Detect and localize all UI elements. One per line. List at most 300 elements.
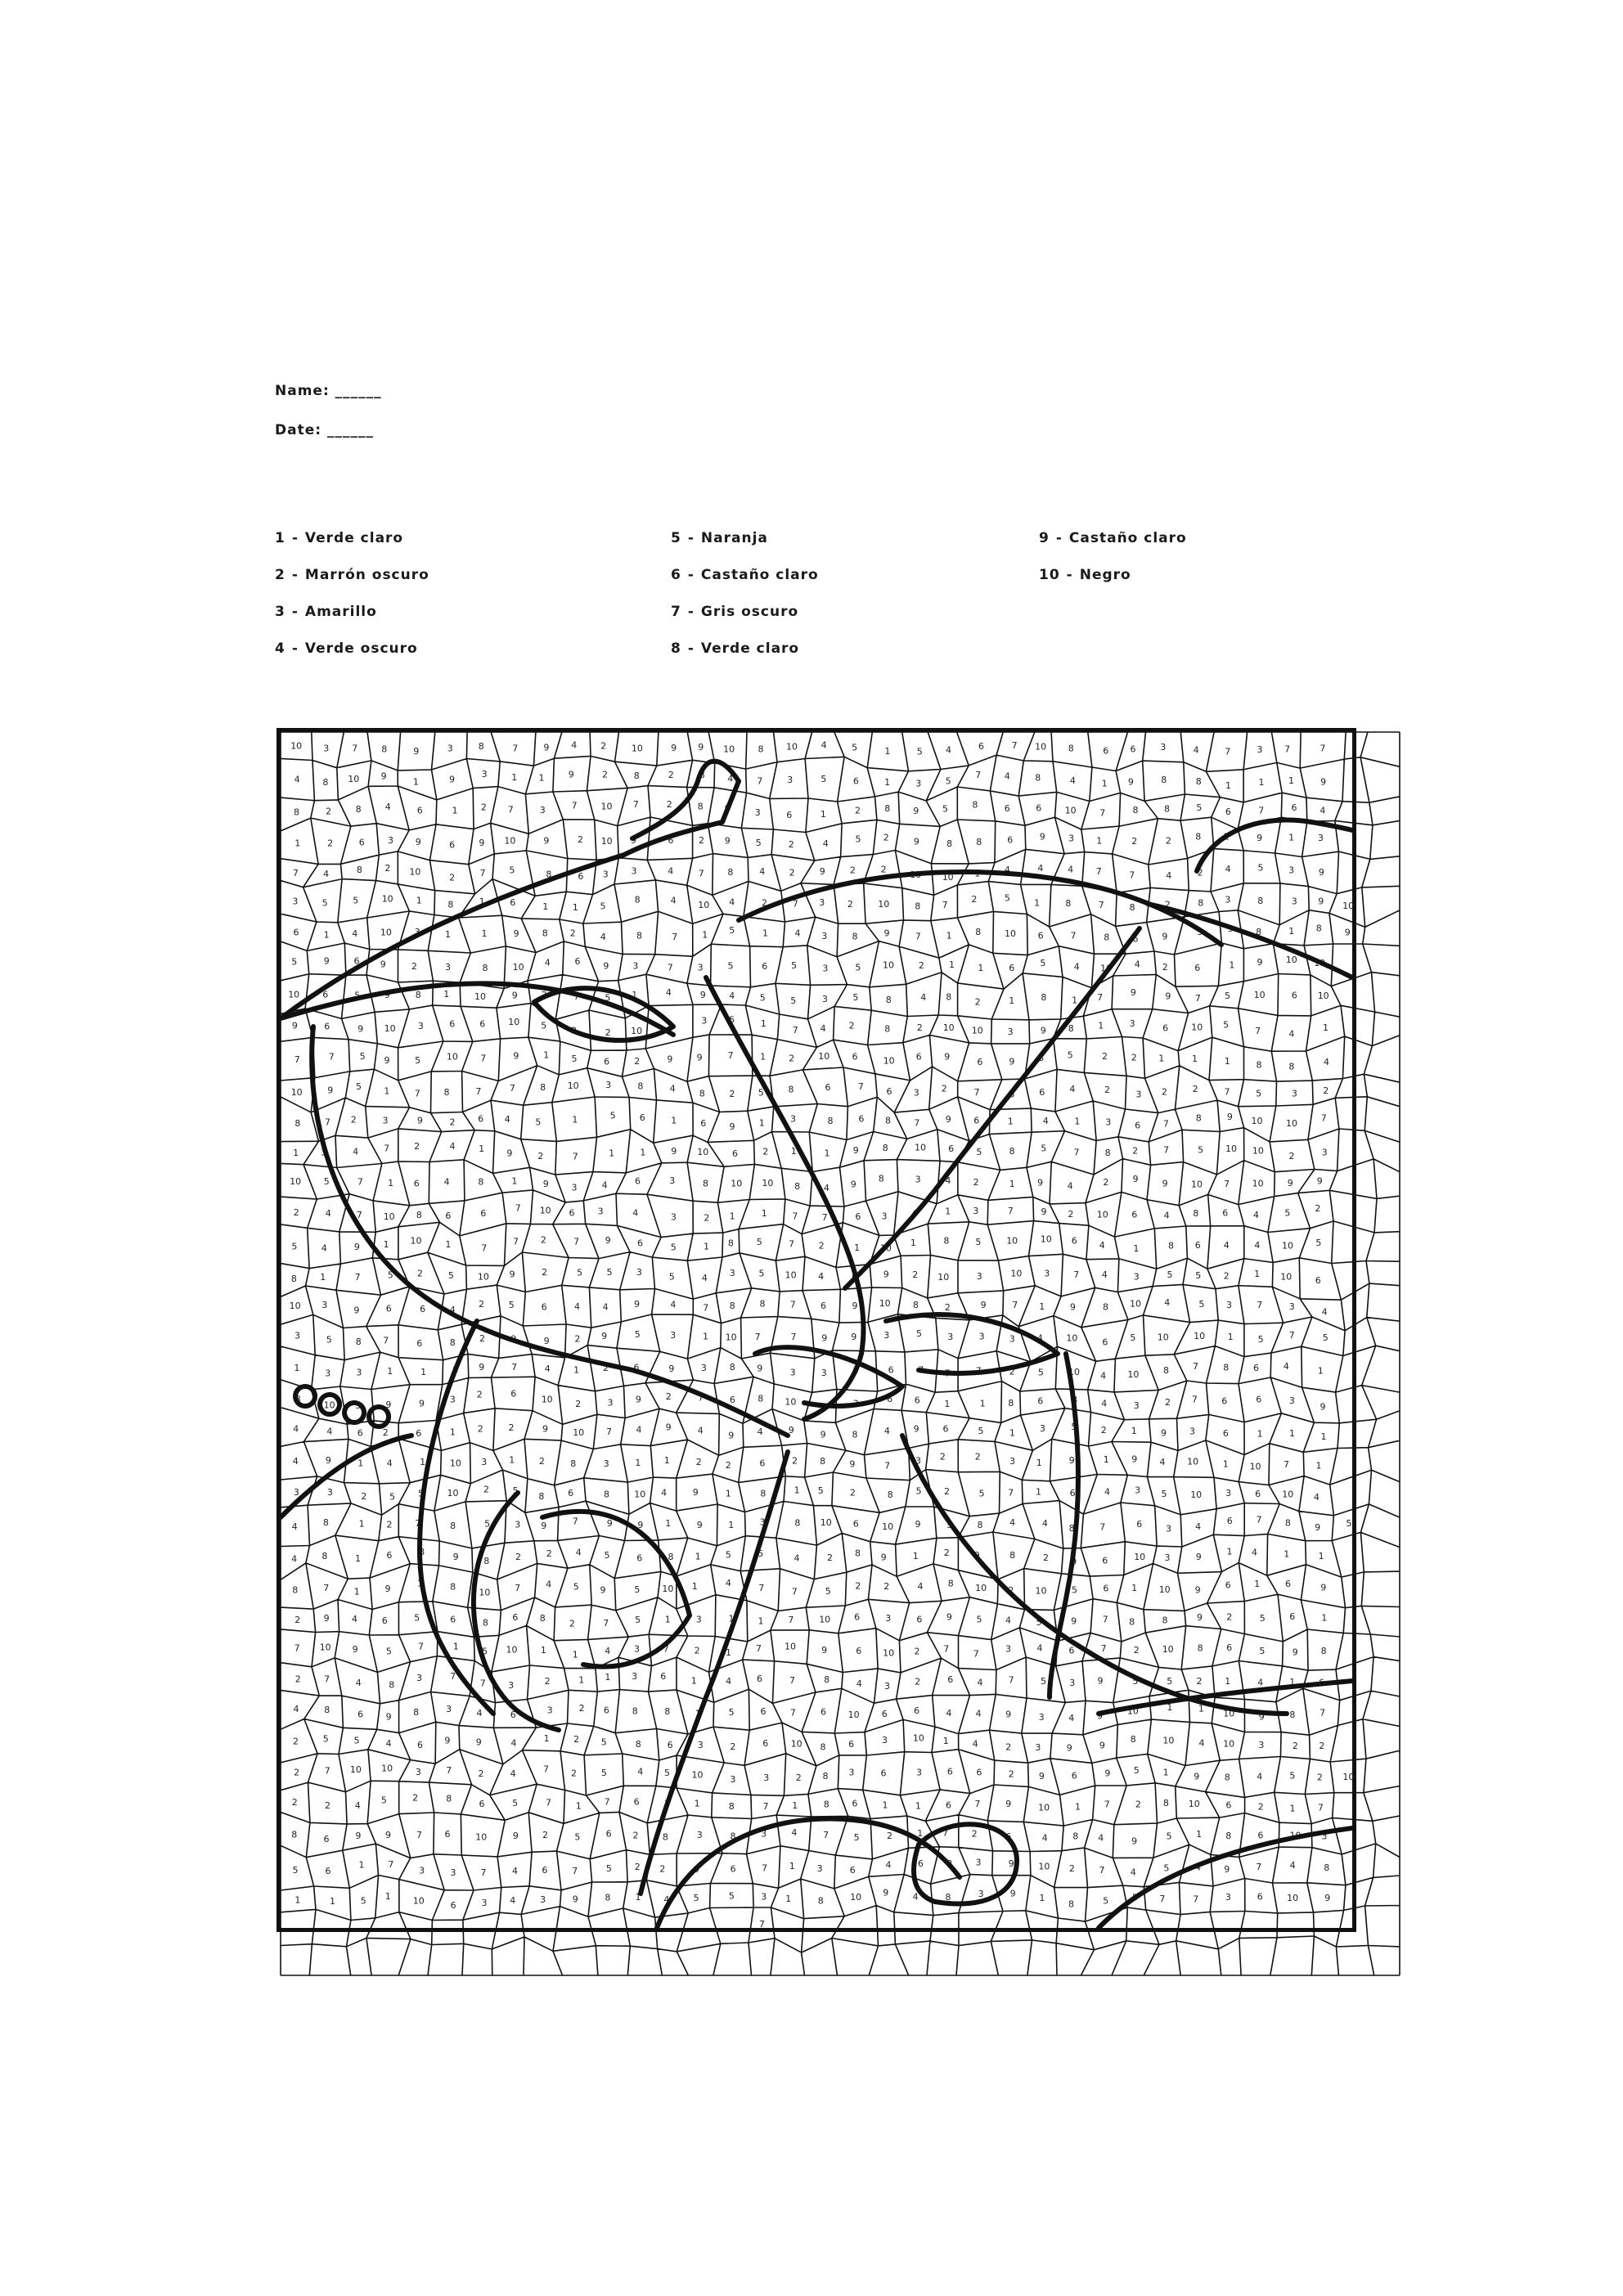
mosaic-cell-number: 1 bbox=[694, 1798, 700, 1809]
mosaic-cell-number: 9 bbox=[630, 835, 636, 847]
mosaic-cell-number: 9 bbox=[1037, 1177, 1043, 1188]
mosaic-cell-number: 7 bbox=[1098, 900, 1104, 911]
mosaic-cell-number: 1 bbox=[824, 1148, 830, 1159]
mosaic-cell-number: 10 bbox=[697, 1147, 709, 1157]
mosaic-cell-number: 7 bbox=[603, 1618, 609, 1629]
mosaic-cell-number: 1 bbox=[1039, 1301, 1045, 1312]
mosaic-cell-number: 5 bbox=[326, 1334, 332, 1346]
mosaic-cell-number: 8 bbox=[355, 804, 362, 815]
mosaic-cell-number: 8 bbox=[1068, 743, 1074, 754]
mosaic-cell-number: 9 bbox=[696, 1520, 703, 1530]
mosaic-cell-number: 7 bbox=[543, 1764, 549, 1775]
mosaic-cell-number: 8 bbox=[912, 1299, 919, 1310]
mosaic-cell-number: 4 bbox=[449, 1304, 456, 1315]
mosaic-cell-number: 9 bbox=[635, 1394, 641, 1405]
mosaic-cell-number: 5 bbox=[670, 1242, 677, 1253]
mosaic-cell-number: 7 bbox=[479, 1678, 486, 1689]
mosaic-cell-number: 6 bbox=[357, 1709, 364, 1720]
mosaic-cell-number: 2 bbox=[477, 1423, 483, 1435]
mosaic-cell-number: 6 bbox=[325, 1865, 331, 1876]
mosaic-cell-number: 1 bbox=[449, 1427, 456, 1438]
mosaic-cell-number: 5 bbox=[817, 1485, 824, 1496]
mosaic-cell-number: 3 bbox=[481, 1898, 488, 1908]
mosaic-cell-number: 3 bbox=[730, 1773, 736, 1785]
mosaic-cell-number: 9 bbox=[1320, 1582, 1327, 1593]
mosaic-cell-number: 2 bbox=[912, 1269, 919, 1280]
mosaic-cell-number: 3 bbox=[975, 1857, 982, 1868]
mosaic-cell-number: 5 bbox=[508, 1300, 515, 1311]
mosaic-cell-number: 4 bbox=[1101, 1398, 1108, 1409]
mosaic-cell-number: 9 bbox=[512, 1830, 519, 1841]
mosaic-cell-number: 7 bbox=[384, 1143, 390, 1154]
mosaic-cell-number: 7 bbox=[292, 867, 299, 878]
mosaic-cell-number: 5 bbox=[354, 990, 361, 1001]
mosaic-cell-number: 8 bbox=[1163, 1365, 1169, 1377]
mosaic-cell-number: 1 bbox=[1254, 1268, 1261, 1279]
mosaic-cell-number: 2 bbox=[1226, 1611, 1233, 1623]
mosaic-cell-number: 6 bbox=[946, 1766, 953, 1777]
mosaic-cell-number: 5 bbox=[292, 1865, 299, 1876]
mosaic-cell-number: 6 bbox=[449, 839, 456, 851]
mosaic-cell-number: 6 bbox=[542, 1865, 548, 1876]
mosaic-cell-number: 6 bbox=[1071, 1770, 1077, 1782]
mosaic-cell-number: 7 bbox=[1224, 1178, 1230, 1189]
mosaic-cell-number: 1 bbox=[703, 1331, 708, 1342]
mosaic-cell-number: 5 bbox=[915, 1485, 922, 1497]
mosaic-cell-number: 6 bbox=[1291, 802, 1297, 813]
mosaic-cell-number: 4 bbox=[571, 739, 578, 751]
mosaic-cell-number: 4 bbox=[1253, 1210, 1259, 1221]
mosaic-cell-number: 8 bbox=[730, 1831, 736, 1842]
mosaic-cell-number: 2 bbox=[411, 960, 417, 972]
mosaic-cell-number: 1 bbox=[540, 1645, 546, 1656]
mosaic-cell-number: 7 bbox=[792, 1025, 798, 1036]
mosaic-cell-number: 9 bbox=[542, 1179, 549, 1190]
legend-separator: - bbox=[1066, 567, 1073, 583]
mosaic-cell-number: 4 bbox=[544, 957, 551, 968]
mosaic-cell-number: 5 bbox=[728, 1890, 735, 1902]
mosaic-cell-number: 1 bbox=[542, 901, 549, 913]
mosaic-cell-number: 1 bbox=[412, 776, 419, 788]
mosaic-cell-number: 8 bbox=[483, 1556, 490, 1567]
mosaic-cell-number: 7 bbox=[758, 1583, 765, 1594]
mosaic-cell-number: 5 bbox=[1133, 1765, 1140, 1777]
legend-number: 9 bbox=[1039, 530, 1050, 546]
mosaic-cell-number: 9 bbox=[694, 1864, 699, 1875]
mosaic-cell-number: 10 bbox=[384, 1022, 396, 1034]
mosaic-cell-number: 1 bbox=[1101, 778, 1108, 789]
mosaic-cell-number: 3 bbox=[450, 1867, 456, 1879]
mosaic-cell-number: 3 bbox=[883, 1329, 890, 1341]
mosaic-cell-number: 3 bbox=[419, 1865, 425, 1876]
mosaic-cell-number: 3 bbox=[1225, 894, 1231, 905]
mosaic-cell-number: 1 bbox=[1289, 1676, 1296, 1687]
mosaic-cell-number: 7 bbox=[857, 1081, 864, 1092]
mosaic-cell-number: 5 bbox=[359, 1050, 366, 1062]
mosaic-cell-number: 3 bbox=[789, 1367, 796, 1378]
mosaic-cell-number: 1 bbox=[384, 1891, 391, 1903]
mosaic-cell-number: 4 bbox=[510, 1737, 517, 1749]
mosaic-cell-number: 2 bbox=[293, 1736, 299, 1747]
mosaic-cell-number: 2 bbox=[382, 1427, 389, 1438]
mosaic-cell-number: 10 bbox=[971, 1025, 983, 1036]
mosaic-cell-number: 10 bbox=[380, 927, 392, 938]
legend-color-name: Naranja bbox=[700, 530, 768, 546]
mosaic-cell-number: 1 bbox=[726, 1647, 731, 1659]
mosaic-cell-number: 8 bbox=[1224, 1772, 1230, 1783]
mosaic-cell-number: 6 bbox=[977, 1057, 983, 1068]
mosaic-cell-number: 10 bbox=[1035, 741, 1047, 753]
mosaic-cell-number: 3 bbox=[913, 1087, 919, 1099]
mosaic-cell-number: 8 bbox=[947, 1578, 954, 1589]
mosaic-cell-number: 7 bbox=[572, 1865, 578, 1876]
mosaic-cell-number: 8 bbox=[482, 962, 488, 973]
mosaic-cell-number: 8 bbox=[915, 901, 921, 912]
mosaic-cell-number: 4 bbox=[820, 739, 827, 751]
mosaic-cell-number: 5 bbox=[1067, 1049, 1073, 1061]
mosaic-cell-number: 2 bbox=[849, 865, 856, 876]
mosaic-cell-number: 1 bbox=[789, 1861, 795, 1872]
mosaic-cell-number: 8 bbox=[637, 1081, 644, 1092]
mosaic-cell-number: 6 bbox=[700, 1118, 707, 1130]
mosaic-cell-number: 5 bbox=[725, 1549, 731, 1561]
mosaic-cell-number: 7 bbox=[1320, 1112, 1327, 1124]
mosaic-cell-number: 5 bbox=[1041, 1143, 1047, 1154]
mosaic-cell-number: 8 bbox=[449, 1337, 456, 1348]
mosaic-cell-number: 8 bbox=[1315, 923, 1322, 934]
mosaic-cell-number: 1 bbox=[785, 1893, 792, 1904]
mosaic-cell-number: 2 bbox=[449, 872, 456, 883]
mosaic-cell-number: 10 bbox=[725, 1332, 737, 1343]
mosaic-cell-number: 8 bbox=[1324, 1862, 1330, 1873]
mosaic-cell-number: 10 bbox=[698, 899, 710, 910]
mosaic-cell-number: 4 bbox=[1163, 1210, 1170, 1221]
mosaic-cell-number: 4 bbox=[1036, 1642, 1043, 1654]
mosaic-cell-number: 1 bbox=[1229, 959, 1235, 971]
mosaic-cell-number: 1 bbox=[575, 1800, 582, 1812]
mosaic-cell-number: 1 bbox=[294, 838, 301, 849]
mosaic-cell-number: 10 bbox=[631, 743, 643, 754]
mosaic-cell-number: 10 bbox=[1314, 957, 1326, 968]
mosaic-cell-number: 6 bbox=[1257, 1830, 1264, 1841]
mosaic-cell-number: 9 bbox=[605, 1235, 611, 1246]
mosaic-cell-number: 9 bbox=[452, 1552, 459, 1563]
mosaic-cell-number: 4 bbox=[917, 1581, 924, 1592]
mosaic-cell-number: 10 bbox=[1282, 1240, 1293, 1251]
mosaic-cell-number: 6 bbox=[444, 1829, 451, 1840]
mosaic-cell-number: 4 bbox=[605, 1645, 611, 1656]
mosaic-cell-number: 2 bbox=[540, 1234, 546, 1246]
mosaic-cell-number: 8 bbox=[1195, 1112, 1202, 1124]
mosaic-cell-number: 4 bbox=[791, 1826, 798, 1838]
mosaic-cell-number: 3 bbox=[697, 962, 704, 973]
mosaic-cell-number: 10 bbox=[1038, 1861, 1050, 1872]
mosaic-cell-number: 7 bbox=[383, 1335, 389, 1346]
mosaic-cell-number: 3 bbox=[915, 778, 922, 789]
mosaic-cell-number: 2 bbox=[1192, 1084, 1198, 1095]
mosaic-cell-number: 7 bbox=[754, 1331, 761, 1342]
mosaic-cell-number: 9 bbox=[944, 1051, 951, 1063]
mosaic-cell-number: 7 bbox=[354, 1271, 361, 1283]
mosaic-cell-number: 2 bbox=[883, 1580, 890, 1592]
mosaic-cell-number: 2 bbox=[569, 1618, 575, 1629]
mosaic-cell-number: 2 bbox=[569, 928, 576, 939]
mosaic-cell-number: 8 bbox=[542, 928, 548, 939]
mosaic-cell-number: 8 bbox=[1068, 1023, 1074, 1034]
mosaic-cell-number: 4 bbox=[661, 1487, 668, 1498]
mosaic-cell-number: 5 bbox=[946, 1520, 953, 1530]
mosaic-cell-number: 5 bbox=[1103, 1895, 1109, 1907]
mosaic-cell-number: 8 bbox=[324, 1705, 330, 1715]
mosaic-cell-number: 4 bbox=[1324, 1056, 1329, 1067]
mosaic-cell-number: 9 bbox=[1165, 991, 1171, 1002]
mosaic-cell-number: 3 bbox=[1317, 833, 1324, 844]
mosaic-cell-number: 9 bbox=[1009, 1056, 1015, 1067]
mosaic-cell-number: 3 bbox=[670, 1211, 677, 1223]
mosaic-cell-number: 4 bbox=[323, 869, 330, 879]
mosaic-cell-number: 8 bbox=[1225, 1831, 1232, 1842]
legend-column-2 bbox=[671, 528, 819, 676]
mosaic-cell-number: 1 bbox=[452, 805, 458, 816]
mosaic-cell-number: 5 bbox=[1167, 1675, 1173, 1687]
mosaic-cell-number: 9 bbox=[1316, 1175, 1323, 1187]
mosaic-cell-number: 1 bbox=[1131, 1426, 1137, 1437]
mosaic-cell-number: 4 bbox=[544, 1364, 551, 1374]
mosaic-cell-number: 4 bbox=[291, 1553, 298, 1565]
mosaic-cell-number: 5 bbox=[759, 992, 766, 1004]
mosaic-cell-number: 10 bbox=[290, 740, 303, 752]
mosaic-cell-number: 5 bbox=[535, 1117, 542, 1128]
mosaic-cell-number: 2 bbox=[883, 832, 889, 843]
mosaic-cell-number: 6 bbox=[417, 1739, 423, 1750]
mosaic-cell-number: 2 bbox=[789, 867, 795, 878]
mosaic-cell-number: 1 bbox=[1034, 897, 1041, 909]
mosaic-cell-number: 6 bbox=[605, 1828, 612, 1840]
mosaic-cell-number: 6 bbox=[973, 1115, 980, 1126]
mosaic-cell-number: 8 bbox=[882, 1143, 888, 1154]
mosaic-cell-number: 4 bbox=[885, 1859, 892, 1871]
mosaic-cell-number: 4 bbox=[1037, 863, 1044, 874]
figure-outlines bbox=[281, 762, 1355, 1928]
mosaic-cell-number: 9 bbox=[852, 1301, 858, 1311]
mosaic-cell-number: 4 bbox=[818, 1271, 825, 1282]
mosaic-cell-number: 2 bbox=[575, 1399, 582, 1410]
mosaic-cell-number: 10 bbox=[1253, 990, 1266, 1001]
mosaic-cell-number: 4 bbox=[385, 1737, 392, 1749]
mosaic-cell-number: 9 bbox=[1130, 986, 1136, 998]
mosaic-cell-number: 3 bbox=[761, 1891, 767, 1903]
mosaic-cell-number: 2 bbox=[944, 1486, 950, 1497]
legend-separator: - bbox=[687, 530, 695, 546]
mosaic-cell-number: 7 bbox=[1008, 1487, 1014, 1498]
mosaic-cell-number: 6 bbox=[450, 1614, 456, 1625]
mosaic-cell-number: 3 bbox=[602, 869, 609, 880]
mosaic-cell-number: 6 bbox=[1102, 1555, 1108, 1566]
mosaic-cell-number: 3 bbox=[632, 960, 639, 972]
mosaic-cell-number: 7 bbox=[328, 1051, 335, 1063]
mosaic-cell-number: 9 bbox=[788, 1424, 794, 1436]
mosaic-cell-number: 6 bbox=[1222, 1207, 1229, 1219]
mosaic-cell-number: 1 bbox=[358, 1518, 365, 1530]
mosaic-cell-number: 3 bbox=[1133, 1400, 1140, 1411]
mosaic-cell-number: 4 bbox=[384, 802, 391, 812]
mosaic-cell-number: 7 bbox=[915, 931, 921, 942]
mosaic-cell-number: 8 bbox=[977, 1520, 983, 1531]
mosaic-cell-number: 1 bbox=[1254, 1578, 1261, 1589]
mosaic-cell-number: 4 bbox=[670, 1299, 677, 1310]
mosaic-cell-number: 4 bbox=[729, 991, 735, 1002]
mosaic-cell-number: 10 bbox=[1287, 1893, 1299, 1904]
mosaic-cell-number: 4 bbox=[977, 1677, 983, 1688]
mosaic-cell-number: 8 bbox=[1195, 831, 1202, 842]
mosaic-cell-number: 8 bbox=[604, 1489, 609, 1500]
mosaic-cell-number: 1 bbox=[1289, 1427, 1295, 1439]
mosaic-cell-number: 3 bbox=[571, 1182, 578, 1193]
mosaic-cell-number: 3 bbox=[1288, 865, 1295, 876]
mosaic-cell-number: 4 bbox=[1130, 1867, 1136, 1878]
mosaic-cell-number: 4 bbox=[292, 1456, 299, 1467]
mosaic-cell-number: 1 bbox=[511, 771, 518, 783]
mosaic-cell-number: 3 bbox=[636, 1267, 642, 1278]
mosaic-cell-number: 4 bbox=[1099, 1240, 1105, 1251]
mosaic-cell-number: 3 bbox=[415, 1767, 421, 1778]
mosaic-cell-number: 1 bbox=[572, 902, 578, 914]
mosaic-cell-number: 10 bbox=[1190, 1489, 1203, 1501]
mosaic-cell-number: 7 bbox=[1320, 1707, 1326, 1719]
mosaic-cell-number: 3 bbox=[882, 1734, 888, 1746]
mosaic-cell-number: 8 bbox=[419, 1547, 425, 1558]
mosaic-cell-number: 7 bbox=[788, 1615, 794, 1626]
mosaic-cell-number: 9 bbox=[385, 1711, 392, 1723]
mosaic-cell-number: 8 bbox=[446, 1793, 452, 1804]
mosaic-cell-number: 4 bbox=[575, 1547, 582, 1558]
mosaic-cell-number: 10 bbox=[847, 1709, 860, 1720]
mosaic-cell-number: 1 bbox=[884, 745, 891, 757]
mosaic-cell-number: 2 bbox=[326, 806, 332, 817]
mosaic-cell-number: 1 bbox=[1009, 1179, 1015, 1190]
mosaic-cell-number: 7 bbox=[973, 1086, 980, 1098]
mosaic-cell-number: 6 bbox=[881, 1708, 888, 1719]
mosaic-cell-number: 4 bbox=[883, 1426, 890, 1436]
mosaic-cell-number: 9 bbox=[543, 1335, 550, 1346]
mosaic-cell-number: 9 bbox=[1194, 1771, 1200, 1782]
mosaic-cell-number: 2 bbox=[476, 1389, 483, 1400]
mosaic-cell-number: 10 bbox=[1038, 1802, 1050, 1813]
mosaic-cell-number: 6 bbox=[887, 1394, 893, 1404]
mosaic-cell-number: 1 bbox=[974, 868, 981, 879]
mosaic-cell-number: 7 bbox=[1097, 992, 1104, 1004]
mosaic-cell-number: 7 bbox=[572, 1516, 578, 1527]
mosaic-cell-number: 10 bbox=[1342, 900, 1355, 911]
mosaic-cell-number: 9 bbox=[671, 742, 677, 753]
mosaic-cell-number: 8 bbox=[664, 1705, 671, 1717]
mosaic-cell-number: 8 bbox=[1162, 1797, 1169, 1808]
mosaic-cell-number: 7 bbox=[975, 1365, 982, 1377]
mosaic-cell-number: 10 bbox=[508, 1017, 520, 1028]
mosaic-cell-number: 3 bbox=[663, 1798, 670, 1809]
mosaic-cell-number: 10 bbox=[785, 1641, 796, 1652]
mosaic-cell-number: 5 bbox=[323, 1176, 330, 1188]
mosaic-cell-number: 1 bbox=[1320, 1431, 1327, 1443]
mosaic-cell-number: 9 bbox=[352, 1644, 358, 1656]
outline-left-bottom bbox=[281, 1436, 411, 1517]
mosaic-cell-number: 2 bbox=[1162, 961, 1168, 973]
mosaic-cell-number: 8 bbox=[355, 1337, 362, 1348]
mosaic-cell-number: 2 bbox=[1161, 1086, 1167, 1098]
mosaic-cell-number: 3 bbox=[1257, 744, 1263, 755]
mosaic-cell-number: 8 bbox=[538, 1490, 545, 1502]
mosaic-cell-number: 4 bbox=[946, 1708, 952, 1719]
mosaic-cell-number: 4 bbox=[1320, 805, 1326, 816]
mosaic-cell-number: 7 bbox=[515, 1202, 521, 1214]
mosaic-cell-number: 6 bbox=[948, 1143, 955, 1154]
mosaic-cell-number: 9 bbox=[384, 1583, 391, 1594]
mosaic-cell-number: 1 bbox=[792, 1800, 798, 1812]
mosaic-cell-number: 6 bbox=[479, 1018, 486, 1030]
mosaic-cell-number: 3 bbox=[1160, 742, 1167, 753]
mosaic-cell-number: 10 bbox=[762, 1178, 774, 1188]
mosaic-cell-number: 9 bbox=[291, 1020, 298, 1031]
mosaic-cell-number: 7 bbox=[1073, 1147, 1080, 1158]
mosaic-cell-number: 9 bbox=[1320, 776, 1327, 788]
mosaic-cell-number: 1 bbox=[1225, 780, 1231, 791]
mosaic-cell-number: 5 bbox=[321, 897, 328, 909]
mosaic-cell-number: 5 bbox=[291, 956, 298, 968]
mosaic-cell-number: 4 bbox=[1225, 863, 1231, 874]
mosaic-cell-number: 10 bbox=[1127, 1368, 1140, 1380]
mosaic-cell-number: 5 bbox=[635, 1615, 641, 1626]
mosaic-cell-number: 3 bbox=[597, 1206, 604, 1217]
mosaic-cell-number: 3 bbox=[1135, 1089, 1142, 1100]
mosaic-cell-number: 8 bbox=[699, 1088, 705, 1099]
mosaic-cell-number: 8 bbox=[855, 1548, 861, 1559]
legend-separator: - bbox=[291, 530, 299, 546]
mosaic-cell-number: 4 bbox=[1069, 1083, 1076, 1094]
mosaic-cell-number: 9 bbox=[1071, 1557, 1077, 1568]
outline-bead-3 bbox=[344, 1403, 364, 1422]
mosaic-cell-number: 7 bbox=[481, 1242, 488, 1254]
mosaic-cell-number: 1 bbox=[690, 1675, 697, 1687]
mosaic-cell-number: 4 bbox=[1101, 1269, 1108, 1281]
mosaic-cell-number: 6 bbox=[1009, 1089, 1015, 1100]
mosaic-cell-number: 1 bbox=[1288, 832, 1295, 843]
legend-color-name: Castaño claro bbox=[700, 567, 819, 583]
mosaic-cell-number: 1 bbox=[416, 895, 422, 906]
mosaic-cell-number: 5 bbox=[729, 1014, 735, 1026]
mosaic-cell-number: 9 bbox=[513, 1050, 519, 1062]
mosaic-cell-number: 10 bbox=[290, 1175, 302, 1187]
mosaic-cell-number: 2 bbox=[605, 1027, 611, 1038]
mosaic-cell-number: 8 bbox=[788, 1084, 794, 1095]
mosaic-cell-number: 1 bbox=[695, 1708, 701, 1719]
mosaic-cell-number: 7 bbox=[762, 1862, 768, 1874]
mosaic-cell-number: 3 bbox=[1197, 926, 1203, 937]
mosaic-cell-number: 4 bbox=[1288, 1028, 1295, 1040]
mosaic-cell-number: 2 bbox=[762, 1146, 769, 1157]
mosaic-cell-number: 8 bbox=[546, 869, 552, 880]
mosaic-cell-number: 2 bbox=[827, 1552, 833, 1564]
mosaic-cell-number: 5 bbox=[825, 1586, 831, 1597]
mosaic-cell-number: 4 bbox=[1067, 1180, 1073, 1192]
mosaic-cell-number: 8 bbox=[1072, 1831, 1079, 1842]
mosaic-cell-number: 2 bbox=[327, 838, 334, 849]
legend-separator: - bbox=[1055, 530, 1063, 546]
mosaic-cell-number: 2 bbox=[538, 1456, 545, 1467]
mosaic-cell-number: 2 bbox=[1009, 1366, 1015, 1377]
mosaic-cell-number: 5 bbox=[1225, 990, 1230, 1001]
mosaic-cell-number: 7 bbox=[325, 1117, 330, 1128]
mosaic-cell-number: 8 bbox=[389, 1679, 395, 1691]
